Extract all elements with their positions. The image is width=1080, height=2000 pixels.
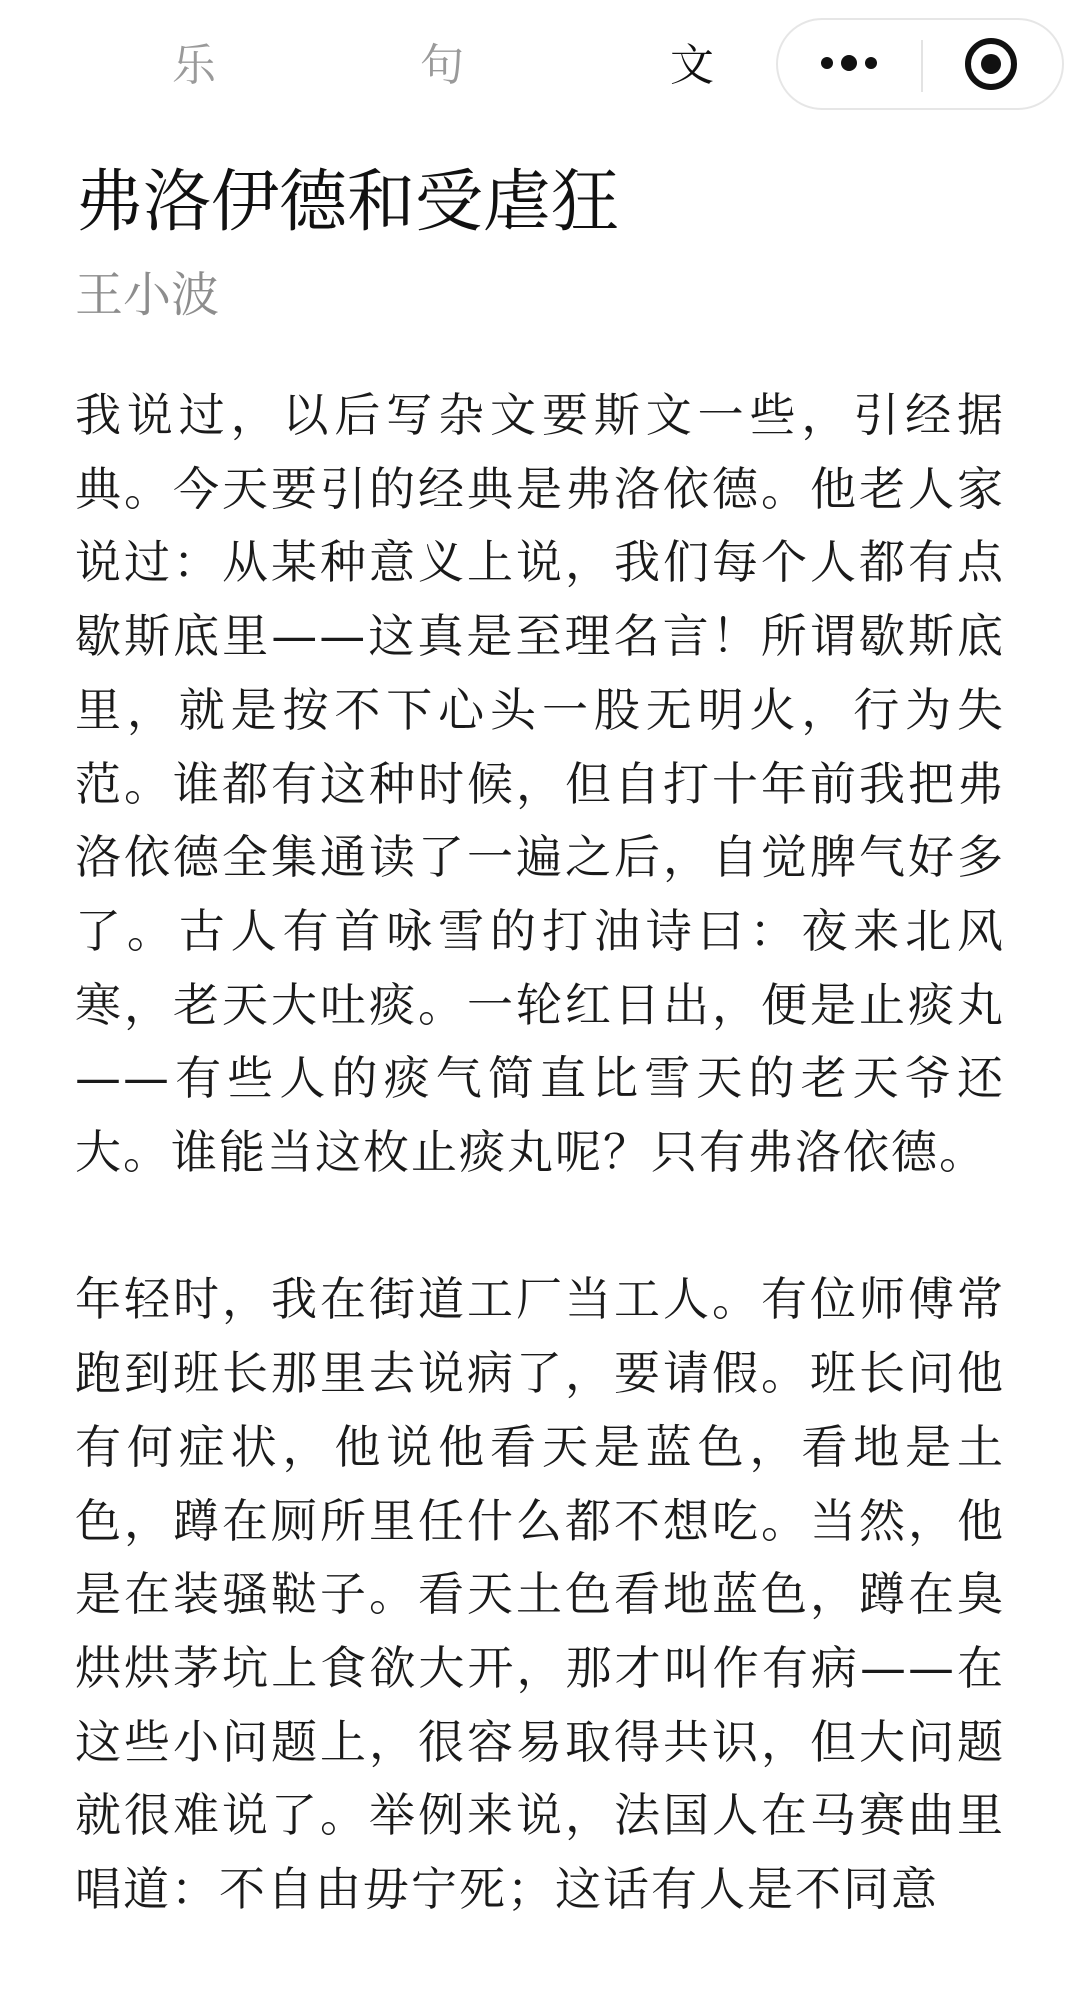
article-title: 弗洛伊德和受虐狂 <box>75 163 620 242</box>
mini-program-capsule <box>776 18 1064 110</box>
article-author[interactable]: 王小波 <box>75 267 220 323</box>
article-body <box>75 379 1005 2000</box>
tab-article[interactable]: 文 <box>670 40 714 91</box>
top-navigation-bar <box>0 0 1080 130</box>
article-paragraph: 年轻时，我在街道工厂当工人。有位师傅常跑到班长那里去说病了，要请假。班长问他有何症状，他说他看天是蓝色，看地是土色，蹲在厕所里任什么都不想吃。当然，他是在装骚鞑子。看天土色看地蓝色，蹲在臭烘烘茅坑上食欲大开，那才叫作有病——在这些小问题上，很容易取得共识，但大问题就很难说了。举例来说，法国人在马赛曲里唱道：不自由毋宁死；这话有人是不同意 <box>75 1272 1005 1917</box>
more-button[interactable] <box>778 20 921 108</box>
tab-sentence[interactable]: 句 <box>420 40 464 91</box>
article-paragraph: 我说过，以后写杂文要斯文一些，引经据典。今天要引的经典是弗洛依德。他老人家说过：从某种意义上说，我们每个人都有点歇斯底里——这真是至理名言！所谓歇斯底里，就是按不下心头一股无明火，行为失范。谁都有这种时候，但自打十年前我把弗洛依德全集通读了一遍之后，自觉脾气好多了。古人有首咏雪的打油诗曰：夜来北风寒，老天大吐痰。一轮红日出，便是止痰丸——有些人的痰气简直比雪天的老天爷还大。谁能当这枚止痰丸呢？只有弗洛依德。 <box>75 388 1005 1180</box>
target-close-icon <box>965 38 1017 90</box>
tab-music[interactable]: 乐 <box>172 40 216 91</box>
close-button[interactable] <box>923 20 1062 108</box>
